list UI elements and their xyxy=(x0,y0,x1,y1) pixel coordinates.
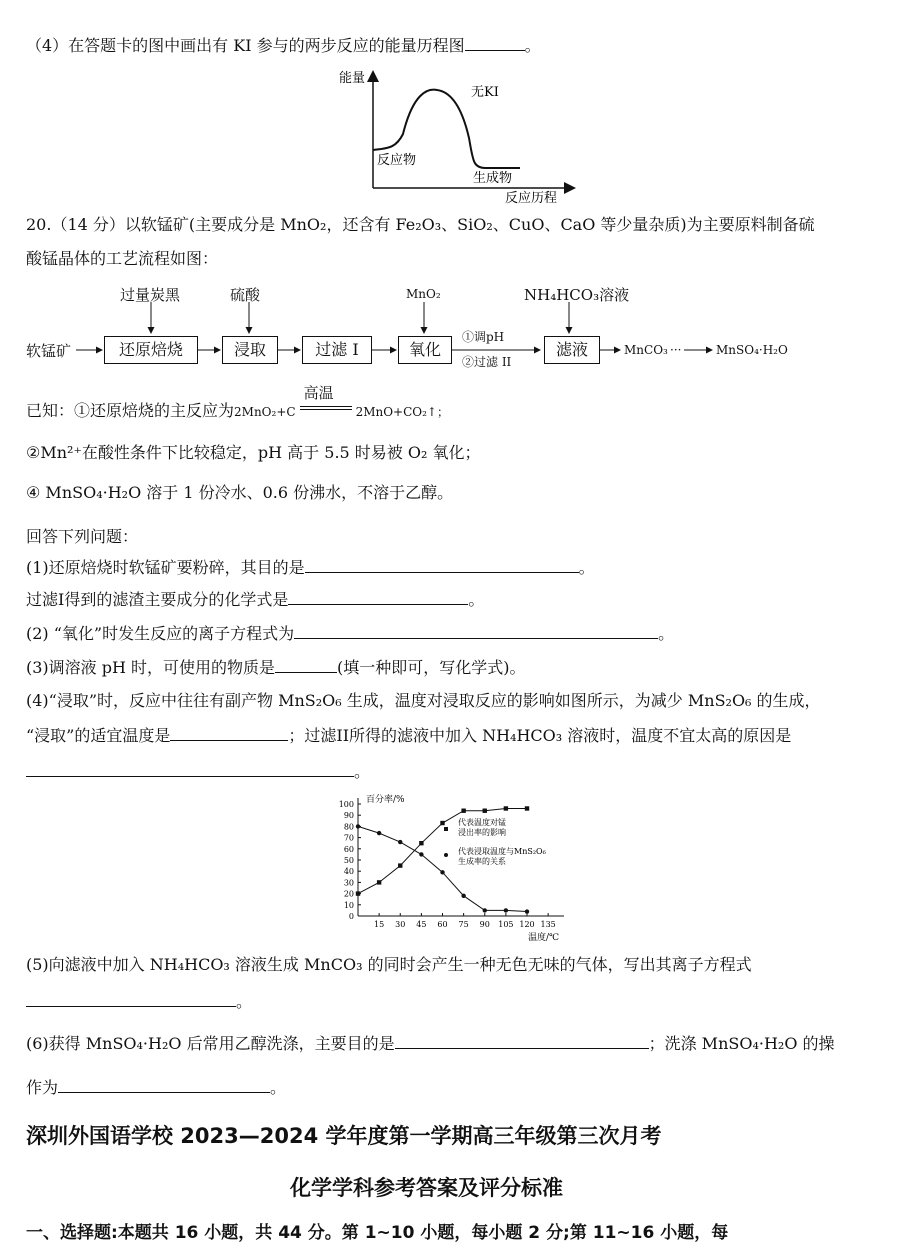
questions-intro: 回答下列问题： xyxy=(26,527,139,546)
known-3: ④ MnSO₄·H₂O 溶于 1 份冷水、0.6 份沸水，不溶于乙醇。 xyxy=(26,483,454,502)
q6c-blank xyxy=(58,1076,270,1093)
q20-line2: 酸锰晶体的工艺流程如图： xyxy=(26,249,219,268)
flow-input-carbon: 过量炭黑 xyxy=(120,286,181,304)
q4-text: （4）在答题卡的图中画出有 KI 参与的两步反应的能量历程图 xyxy=(26,36,465,55)
energy-reactant-label: 反应物 xyxy=(377,153,417,168)
chart-y-tick-label: 100 xyxy=(338,800,354,809)
q20-line1: 20.（14 分）以软锰矿(主要成分是 MnO₂，还含有 Fe₂O₃、SiO₂、CuO、CaO 等少量杂质)为主要原料制备硫 xyxy=(26,215,815,234)
chart-y-label: 百分率/% xyxy=(366,795,405,805)
chart-point-s0 xyxy=(356,891,360,895)
q6-line xyxy=(26,1032,835,1055)
chart-series-line-1 xyxy=(358,826,527,911)
q5-end: 。 xyxy=(236,992,253,1011)
chart-y-tick-label: 0 xyxy=(348,912,354,921)
q4b-blank xyxy=(170,724,288,741)
chart-point-s1 xyxy=(440,870,444,874)
q2-end: 。 xyxy=(658,624,675,643)
flow-dots: ··· xyxy=(670,343,682,357)
known-2: ②Mn²⁺在酸性条件下比较稳定，pH 高于 5.5 时易被 O₂ 氧化； xyxy=(26,443,481,462)
chart-point-s0 xyxy=(483,809,487,813)
flow-step-upper: ①调pH xyxy=(462,330,505,344)
chart-x-tick-label: 135 xyxy=(540,920,556,929)
chart-point-s1 xyxy=(356,824,360,828)
known-1-prefix: 已知：①还原焙烧的主反应为 xyxy=(26,401,235,420)
chart-point-s0 xyxy=(461,809,465,813)
q6c-line xyxy=(26,1076,286,1099)
q3-text-b: (填一种即可，写化学式)。 xyxy=(337,658,526,677)
chart-point-s1 xyxy=(525,909,529,913)
q2-line xyxy=(26,622,674,645)
chart-point-s0 xyxy=(398,863,402,867)
chart-point-s1 xyxy=(398,840,402,844)
chart-y-tick-label: 10 xyxy=(343,900,354,910)
chart-legend-0a: 代表温度对锰 xyxy=(458,818,506,827)
flow-box-oxidize: 氧化 xyxy=(398,336,452,364)
q5-line: (5)向滤液中加入 NH₄HCO₃ 溶液生成 MnCO₃ 的同时会产生一种无色无味的气体，写出其离子方程式 xyxy=(26,955,752,974)
chart-legend-1a: 代表浸取温度与MnS₂O₆ xyxy=(458,847,546,856)
energy-product-label: 生成物 xyxy=(473,171,513,186)
q3-blank xyxy=(275,656,337,673)
known-1 xyxy=(26,384,449,423)
q1a-text: (1)还原焙烧时软锰矿要粉碎，其目的是 xyxy=(26,558,305,577)
answer-subtitle: 化学学科参考答案及评分标准 xyxy=(290,1176,563,1200)
chart-point-s1 xyxy=(419,852,423,856)
q6c-end: 。 xyxy=(270,1078,287,1097)
q4-line xyxy=(26,34,541,57)
q4b-line xyxy=(26,724,791,747)
chart-y-tick-label: 40 xyxy=(343,867,354,877)
flow-input-acid: 硫酸 xyxy=(230,286,261,304)
chart-legend-marker-1 xyxy=(444,853,448,857)
q4d-line xyxy=(26,760,370,783)
known-1-condition-arrow xyxy=(296,384,356,416)
chart-x-tick-label: 90 xyxy=(479,920,490,929)
chart-y-tick-label: 80 xyxy=(343,822,354,832)
q3-line xyxy=(26,656,526,679)
flow-box-roast: 还原焙烧 xyxy=(104,336,198,364)
q2-text: (2) “氧化”时发生反应的离子方程式为 xyxy=(26,624,295,643)
chart-x-tick-label: 15 xyxy=(374,920,385,929)
known-1-eq-left: 2MnO₂+C xyxy=(234,405,296,419)
q1b-text: 过滤I得到的滤渣主要成分的化学式是 xyxy=(26,590,289,609)
q4-blank xyxy=(465,34,525,51)
chart-x-tick-label: 45 xyxy=(416,920,427,929)
chart-x-tick-label: 60 xyxy=(437,920,448,929)
chart-point-s0 xyxy=(377,880,381,884)
q1b-end: 。 xyxy=(468,590,485,609)
chart-y-tick-label: 30 xyxy=(343,878,354,888)
chart-legend-0b: 浸出率的影响 xyxy=(458,828,506,837)
chart-point-s1 xyxy=(504,908,508,912)
flow-input-mno2: MnO₂ xyxy=(406,287,441,301)
q6a-text: (6)获得 MnSO₄·H₂O 后常用乙醇洗涤，主要目的是 xyxy=(26,1034,395,1053)
energy-x-label: 反应历程 xyxy=(505,191,558,206)
answer-section1: 一、选择题:本题共 16 小题，共 44 分。第 1~10 小题，每小题 2 分;第 11~16 小题，每 xyxy=(26,1223,729,1243)
chart-point-s1 xyxy=(377,831,381,835)
chart-y-tick-label: 20 xyxy=(343,889,354,899)
chart-point-s0 xyxy=(419,841,423,845)
temperature-chart xyxy=(330,788,600,948)
flow-product-mnco3: MnCO₃ xyxy=(624,343,668,357)
chart-x-tick-label: 105 xyxy=(498,920,514,929)
q1a-blank xyxy=(305,556,579,573)
flow-product-mnso4: MnSO₄·H₂O xyxy=(716,343,788,357)
q4c-text: ；过滤II所得的滤液中加入 NH₄HCO₃ 溶液时，温度不宜太高的原因是 xyxy=(288,726,792,745)
q6b-text: ；洗涤 MnSO₄·H₂O 的操 xyxy=(648,1034,835,1053)
chart-legend-marker-0 xyxy=(444,827,448,831)
chart-point-s1 xyxy=(461,894,465,898)
chart-y-tick-label: 50 xyxy=(343,856,354,865)
flow-box-filtrate: 滤液 xyxy=(544,336,600,364)
q3-text: (3)调溶液 pH 时，可使用的物质是 xyxy=(26,658,276,677)
chart-x-tick-label: 75 xyxy=(458,920,469,929)
flow-input-nh4hco3: NH₄HCO₃溶液 xyxy=(524,286,630,304)
flow-box-filter1: 过滤 I xyxy=(302,336,372,364)
chart-y-tick-label: 60 xyxy=(343,844,354,854)
chart-y-tick-label: 70 xyxy=(343,833,354,843)
q1b-blank xyxy=(288,588,468,605)
q1b-line xyxy=(26,588,484,611)
known-1-eq-right: 2MnO+CO₂↑； xyxy=(355,405,449,419)
q1a-end: 。 xyxy=(578,558,595,577)
chart-y-tick-label: 90 xyxy=(343,811,354,821)
chart-point-s0 xyxy=(525,806,529,810)
q5-blank xyxy=(26,990,236,1007)
q6a-blank xyxy=(395,1032,649,1049)
q2-blank xyxy=(294,622,658,639)
energy-diagram xyxy=(335,68,595,208)
q4a-line: (4)“浸取”时，反应中往往有副产物 MnS₂O₆ 生成，温度对浸取反应的影响如图所示，为减少 MnS₂O₆ 的生成， xyxy=(26,691,821,710)
q6c-text: 作为 xyxy=(26,1078,59,1097)
chart-point-s1 xyxy=(483,908,487,912)
chart-point-s0 xyxy=(440,821,444,825)
answer-title: 深圳外国语学校 2023—2024 学年度第一学期高三年级第三次月考 xyxy=(26,1124,662,1148)
q4b-text: “浸取”的适宜温度是 xyxy=(26,726,171,745)
flow-box-leach: 浸取 xyxy=(222,336,278,364)
chart-x-tick-label: 120 xyxy=(519,920,535,929)
energy-curve-label: 无KI xyxy=(471,85,499,100)
q5b-line xyxy=(26,990,252,1013)
flow-step-lower: ②过滤 II xyxy=(462,355,512,369)
q4-end: 。 xyxy=(524,36,541,55)
chart-x-tick-label: 30 xyxy=(395,920,406,929)
chart-point-s0 xyxy=(504,806,508,810)
chart-x-label: 温度/℃ xyxy=(528,933,560,943)
known-1-condition: 高温 xyxy=(303,384,334,402)
q4d-end: 。 xyxy=(354,762,371,781)
q4d-blank xyxy=(26,760,354,777)
energy-y-label: 能量 xyxy=(339,71,366,86)
flow-start: 软锰矿 xyxy=(26,342,72,360)
chart-legend-1b: 生成率的关系 xyxy=(458,857,506,866)
q1a-line xyxy=(26,556,595,579)
